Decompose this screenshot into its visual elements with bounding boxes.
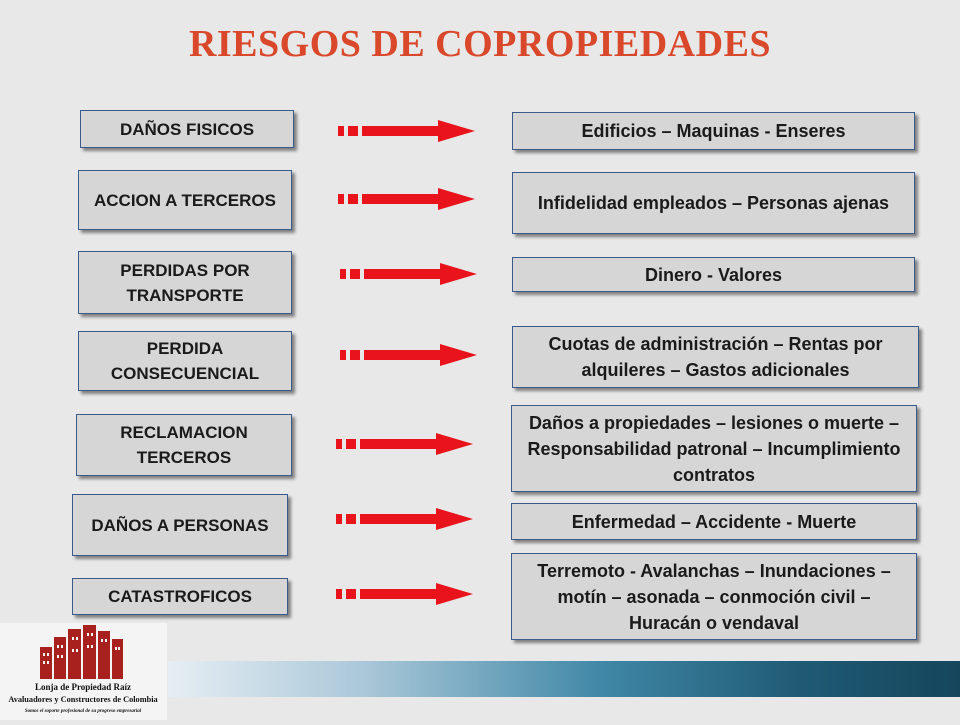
risk-detail-box: Infidelidad empleados – Personas ajenas (512, 172, 915, 234)
risk-box-perdidas-transporte: PERDIDAS POR TRANSPORTE (78, 251, 292, 314)
company-logo (0, 623, 167, 720)
risk-detail-box: Edificios – Maquinas - Enseres (512, 112, 915, 150)
risk-box-accion-terceros: ACCION A TERCEROS (78, 170, 292, 230)
buildings-icon (0, 623, 167, 720)
logo-line1: Lonja de Propiedad Raíz (34, 682, 132, 692)
risk-detail-box: Terremoto - Avalanchas – Inundaciones – motín – asonada – conmoción civil – Huracán o vendaval (511, 553, 917, 640)
risk-detail-box: Daños a propiedades – lesiones o muerte – Responsabilidad patronal – Incumplimiento contratos (511, 405, 917, 492)
arrow-icon (340, 343, 480, 369)
footer-band (168, 661, 960, 697)
risk-detail-box: Cuotas de administración – Rentas por alquileres – Gastos adicionales (512, 326, 919, 388)
arrow-icon (338, 119, 478, 145)
arrow-icon (336, 432, 476, 458)
risk-box-reclamacion-terceros: RECLAMACION TERCEROS (76, 414, 292, 476)
risk-box-catastroficos: CATASTROFICOS (72, 578, 288, 615)
arrow-icon (336, 507, 476, 533)
arrow-icon (340, 262, 480, 288)
risk-box-danos-personas: DAÑOS A PERSONAS (72, 494, 288, 556)
risk-box-danos-fisicos: DAÑOS FISICOS (80, 110, 294, 148)
logo-line2: Avaluadores y Constructores de Colombia (8, 695, 158, 704)
risk-detail-box: Enfermedad – Accidente - Muerte (511, 503, 917, 540)
arrow-icon (336, 582, 476, 608)
page-title: RIESGOS DE COPROPIEDADES (188, 23, 772, 65)
arrow-icon (338, 187, 478, 213)
logo-line3: Somos el soporte profesional de su progreso empresarial (24, 709, 142, 714)
risk-detail-box: Dinero - Valores (512, 257, 915, 292)
risk-box-perdida-consecuencial: PERDIDA CONSECUENCIAL (78, 331, 292, 391)
